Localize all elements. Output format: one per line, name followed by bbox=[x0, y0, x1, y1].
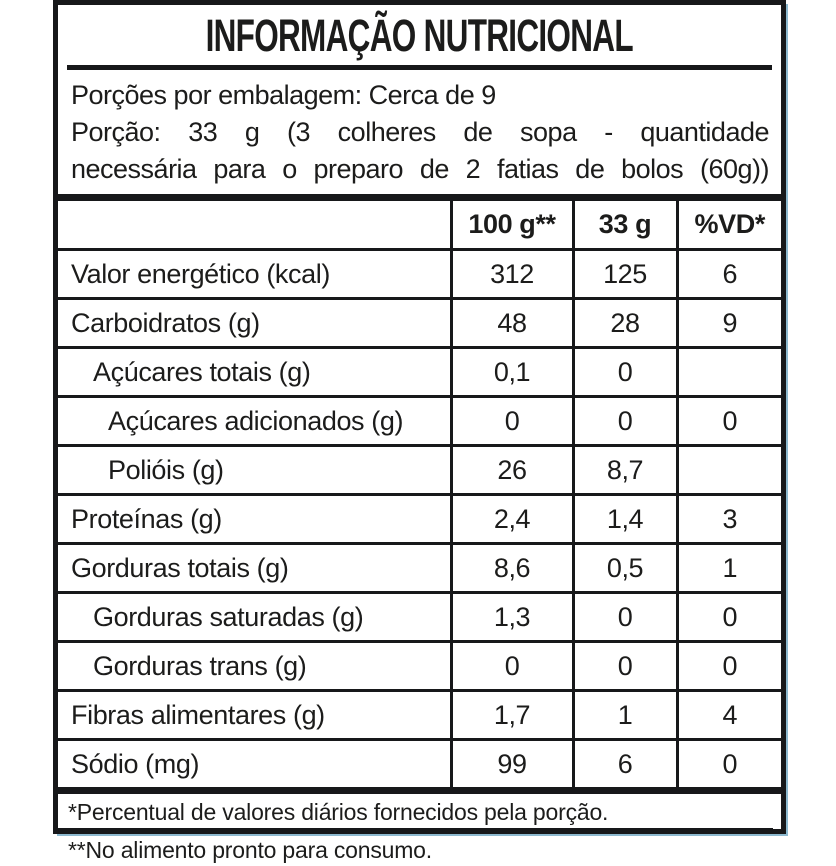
value-vd: 0 bbox=[677, 740, 781, 788]
value-100g: 8,6 bbox=[451, 544, 573, 593]
value-vd bbox=[677, 348, 781, 397]
footnote-prepared-food: **No alimento pronto para consumo. bbox=[68, 837, 432, 863]
table-row-gorduras-trans bbox=[58, 642, 781, 691]
column-header-100g: 100 g** bbox=[451, 201, 573, 250]
table-header-row bbox=[58, 201, 781, 250]
row-label: Sódio (mg) bbox=[58, 740, 451, 788]
value-vd: 0 bbox=[677, 397, 781, 446]
value-100g: 0 bbox=[451, 642, 573, 691]
value-vd: 6 bbox=[677, 250, 781, 299]
value-33g: 6 bbox=[573, 740, 677, 788]
section-bar-top bbox=[58, 194, 781, 201]
row-label: Gorduras saturadas (g) bbox=[58, 593, 451, 642]
nutrition-label-header bbox=[58, 5, 781, 65]
value-vd: 1 bbox=[677, 544, 781, 593]
table-row-acucares-totais bbox=[58, 348, 781, 397]
table-row-gorduras-totais bbox=[58, 544, 781, 593]
table-row-sodio bbox=[58, 740, 781, 788]
value-100g: 2,4 bbox=[451, 495, 573, 544]
table-row-proteinas bbox=[58, 495, 781, 544]
column-header-33g: 33 g bbox=[573, 201, 677, 250]
value-33g: 1,4 bbox=[573, 495, 677, 544]
value-vd: 3 bbox=[677, 495, 781, 544]
table-row-fibras bbox=[58, 691, 781, 740]
value-100g: 1,7 bbox=[451, 691, 573, 740]
row-label: Valor energético (kcal) bbox=[71, 258, 330, 289]
column-header-vd: %VD* bbox=[677, 201, 781, 250]
section-bar-bottom bbox=[58, 787, 781, 794]
row-label: Fibras alimentares (g) bbox=[58, 691, 451, 740]
servings-per-package: Porções por embalagem: Cerca de 9 bbox=[71, 80, 496, 110]
nutrition-label-title: INFORMAÇÃO NUTRICIONAL bbox=[205, 9, 634, 61]
value-vd: 0 bbox=[677, 642, 781, 691]
value-100g: 48 bbox=[451, 299, 573, 348]
value-vd: 9 bbox=[677, 299, 781, 348]
value-33g: 0 bbox=[573, 593, 677, 642]
table-row-gorduras-saturadas bbox=[58, 593, 781, 642]
value-33g: 0 bbox=[573, 397, 677, 446]
value-vd: 0 bbox=[677, 593, 781, 642]
row-label: Gorduras trans (g) bbox=[58, 642, 451, 691]
value-vd: 4 bbox=[677, 691, 781, 740]
serving-size-line-2: necessária para o preparo de 2 fatias de bolos (60g)) bbox=[71, 154, 769, 184]
row-label: Açúcares adicionados (g) bbox=[58, 397, 451, 446]
table-corner-cell bbox=[58, 201, 451, 250]
serving-size-line-1: Porção: 33 g (3 colheres de sopa - quantidade bbox=[71, 117, 769, 147]
value-vd bbox=[677, 446, 781, 495]
value-100g: 26 bbox=[451, 446, 573, 495]
value-100g: 99 bbox=[451, 740, 573, 788]
row-label: Gorduras totais (g) bbox=[58, 544, 451, 593]
table-row-poliois bbox=[58, 446, 781, 495]
row-label: Carboidratos (g) bbox=[58, 299, 451, 348]
row-label: Açúcares totais (g) bbox=[58, 348, 451, 397]
nutrition-label bbox=[53, 0, 786, 863]
table-row-valor-energetico bbox=[58, 250, 781, 299]
table-row-carboidratos bbox=[58, 299, 781, 348]
row-label: Proteínas (g) bbox=[58, 495, 451, 544]
footnote-daily-values: *Percentual de valores diários fornecidos pela porção. bbox=[68, 799, 609, 825]
nutrition-table bbox=[58, 201, 781, 787]
value-33g: 0 bbox=[573, 642, 677, 691]
table-row-acucares-adicionados bbox=[58, 397, 781, 446]
serving-info bbox=[58, 70, 781, 194]
value-33g: 0,5 bbox=[573, 544, 677, 593]
value-100g: 0,1 bbox=[451, 348, 573, 397]
value-33g: 28 bbox=[573, 299, 677, 348]
value-33g: 0 bbox=[573, 348, 677, 397]
value-100g: 0 bbox=[451, 397, 573, 446]
value-100g: 312 bbox=[451, 250, 573, 299]
value-33g: 8,7 bbox=[573, 446, 677, 495]
row-label: Polióis (g) bbox=[58, 446, 451, 495]
value-33g: 125 bbox=[573, 250, 677, 299]
value-33g: 1 bbox=[573, 691, 677, 740]
value-100g: 1,3 bbox=[451, 593, 573, 642]
